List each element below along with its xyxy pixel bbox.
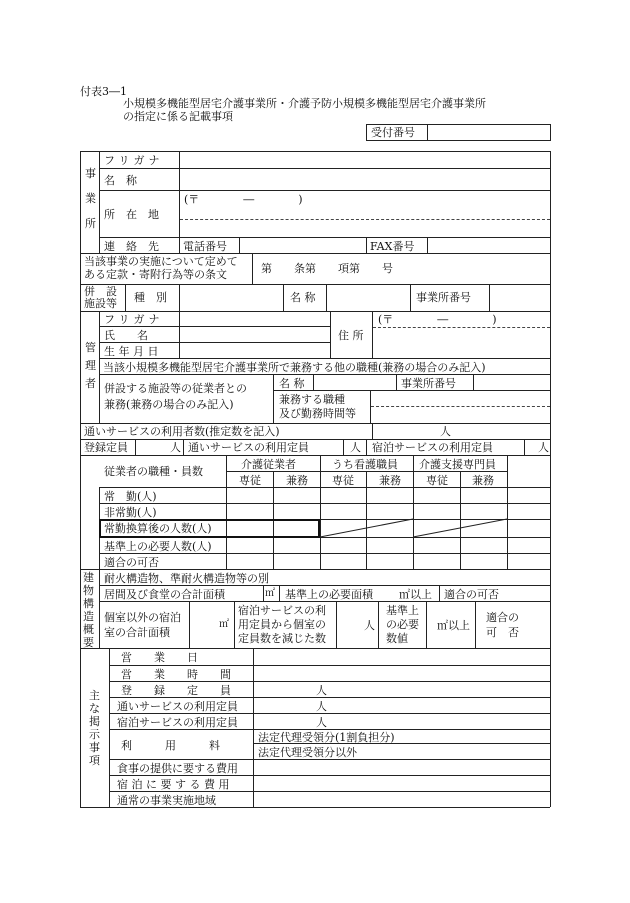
notices-section-char-4: 示 <box>89 728 100 741</box>
building-section-char-3: 構 <box>83 597 94 610</box>
building-required-area-label: 基準上の必要面積 <box>285 588 373 601</box>
form-title-line2: の指定に係る記載事項 <box>123 110 233 123</box>
office-fax-label: FAX番号 <box>370 240 415 253</box>
form-title-line1: 小規模多機能型居宅介護事業所・介護予防小規模多機能型居宅介護事業所 <box>123 97 486 110</box>
building-section-char-2: 物 <box>83 584 94 597</box>
office-section-char-1: 事 <box>85 167 96 180</box>
facility-label-line1: 併 設 <box>84 285 117 298</box>
building-minus-label-line2: 用定員から個室の <box>238 618 326 631</box>
staff-sub-4: 兼務 <box>379 474 401 487</box>
notices-business-days-field[interactable] <box>254 649 550 665</box>
notices-meal-field[interactable] <box>254 760 550 775</box>
manager-concurrent-duty-label: 当該小規模多機能型居宅介護事業所で兼務する他の職種(兼務の場合のみ記入) <box>103 361 486 374</box>
office-section-char-3: 所 <box>85 217 96 230</box>
building-section-char-1: 建 <box>83 571 94 584</box>
manager-section-char-3: 者 <box>85 377 96 390</box>
notices-section-char-2: な <box>89 702 100 715</box>
notices-registered-label: 登 録 定 員 <box>121 684 231 697</box>
office-section-char-2: 業 <box>85 192 96 205</box>
manager-name-label: 氏 名 <box>104 329 148 342</box>
articles-label-line2: ある定款・寄附行為等の条文 <box>84 268 227 281</box>
articles-label-line1: 当該事業の実施について定めて <box>84 255 238 268</box>
notices-area-label: 通常の事業実施地域 <box>117 794 216 807</box>
manager-duty-label-line2: 及び勤務時間等 <box>279 407 356 420</box>
manager-section-char-2: 理 <box>85 359 96 372</box>
notices-stay-label: 宿泊サービスの利用定員 <box>117 716 238 729</box>
building-section-char-6: 要 <box>83 636 94 649</box>
staff-col-care-workers: 介護従業者 <box>241 458 296 471</box>
notices-lodging-field[interactable] <box>254 776 550 791</box>
building-std-label-line1: 基準上 <box>386 604 419 617</box>
notices-section-char-1: 主 <box>89 689 100 702</box>
users-count-label: 通いサービスの利用者数(推定数を記入) <box>84 425 280 438</box>
users-count-unit: 人 <box>440 425 451 438</box>
notices-stay-unit: 人 <box>316 716 327 729</box>
building-section-char-5: 概 <box>83 623 94 636</box>
staff-sub-2: 兼務 <box>286 474 308 487</box>
building-minus-unit: 人 <box>364 619 375 632</box>
staff-row-parttime: 非常勤(人) <box>104 506 157 519</box>
notices-section-char-6: 項 <box>89 754 100 767</box>
manager-other-office-no-label: 事業所番号 <box>401 377 456 390</box>
building-std-unit: ㎡以上 <box>437 619 470 632</box>
manager-other-name-label: 名 称 <box>279 377 305 390</box>
manager-address-label: 住 所 <box>338 329 364 342</box>
staff-row-fulltime: 常 勤(人) <box>104 490 157 503</box>
building-ok-label-line1: 適合の <box>486 611 519 624</box>
capacity-registered-unit: 人 <box>170 441 181 454</box>
notices-lodging-label: 宿 泊 に 要 す る 費 用 <box>117 778 230 791</box>
facility-office-no-label: 事業所番号 <box>416 291 471 304</box>
office-name-label: 名 称 <box>104 174 137 187</box>
staff-sub-1: 専従 <box>239 474 261 487</box>
building-private-label-line1: 個室以外の宿泊 <box>104 611 181 624</box>
staff-sub-3: 専従 <box>332 474 354 487</box>
notices-fee-option-2: 法定代理受領分以外 <box>258 746 357 759</box>
capacity-commute-label: 通いサービスの利用定員 <box>188 441 309 454</box>
building-sqm-or-more: ㎡以上 <box>399 588 432 601</box>
building-std-label-line2: の必要 <box>386 618 419 631</box>
building-private-label-line2: 室の合計面積 <box>104 626 170 639</box>
building-section-char-4: 造 <box>83 610 94 623</box>
office-postal-code[interactable]: (〒 ― ) <box>184 193 303 206</box>
receipt-number-label: 受付番号 <box>371 126 415 139</box>
notices-commute-unit: 人 <box>316 700 327 713</box>
office-contact-label: 連 絡 先 <box>104 240 159 253</box>
manager-other-label-line2: 兼務(兼務の場合のみ記入) <box>104 398 234 411</box>
building-private-unit: ㎡ <box>219 619 229 630</box>
manager-furigana-label: フリガナ <box>104 313 164 326</box>
form-id: 付表3―1 <box>80 85 127 98</box>
notices-registered-unit: 人 <box>316 684 327 697</box>
manager-other-label-line1: 併設する施設等の従業者との <box>104 382 247 395</box>
facility-label-line2: 施設等 <box>84 297 117 310</box>
staff-row-suitability: 適合の可否 <box>104 556 159 569</box>
notices-business-days-label: 営 業 日 <box>121 651 198 664</box>
facility-type-label: 種 別 <box>134 291 167 304</box>
notices-fee-option-1: 法定代理受領分(1割負担分) <box>258 731 395 744</box>
capacity-commute-unit: 人 <box>350 441 361 454</box>
staff-sub-5: 専従 <box>426 474 448 487</box>
building-fireproof-label: 耐火構造物、準耐火構造物等の別 <box>104 572 269 585</box>
capacity-stay-label: 宿泊サービスの利用定員 <box>372 441 493 454</box>
capacity-stay-unit: 人 <box>538 441 549 454</box>
staff-col-care-managers: 介護支援専門員 <box>419 458 496 471</box>
building-minus-label-line3: 定員数を減じた数 <box>238 632 326 645</box>
manager-section-char-1: 管 <box>85 341 96 354</box>
facility-name-label: 名 称 <box>290 291 316 304</box>
notices-fee-label: 利 用 料 <box>121 739 220 752</box>
staff-header: 従業者の職種・員数 <box>104 465 203 478</box>
office-tel-label: 電話番号 <box>183 240 227 253</box>
notices-commute-label: 通いサービスの利用定員 <box>117 700 238 713</box>
staff-sub-6: 兼務 <box>472 474 494 487</box>
building-minus-label-line1: 宿泊サービスの利 <box>238 604 326 617</box>
office-address-label: 所 在 地 <box>104 208 159 221</box>
staff-row-required: 基準上の必要人数(人) <box>104 540 212 553</box>
capacity-registered-label: 登録定員 <box>84 441 128 454</box>
building-living-area-label: 居間及び食堂の合計面積 <box>104 588 225 601</box>
manager-dob-label: 生 年 月 日 <box>104 345 159 358</box>
notices-area-field[interactable] <box>254 792 550 807</box>
building-ok-label-line2: 可 否 <box>486 626 519 639</box>
notices-section-char-3: 掲 <box>89 715 100 728</box>
notices-business-hours-label: 営 業 時 間 <box>121 668 231 681</box>
articles-value[interactable]: 第 条第 項第 号 <box>261 262 393 275</box>
building-living-area-unit: ㎡ <box>265 588 275 599</box>
staff-row-converted: 常勤換算後の人数(人) <box>104 522 212 535</box>
building-std-label-line3: 数値 <box>386 632 408 645</box>
notices-business-hours-field[interactable] <box>254 666 550 681</box>
staff-col-nurses: うち看護職員 <box>332 458 398 471</box>
office-furigana-label: フリガナ <box>104 154 164 167</box>
manager-duty-label-line1: 兼務する職種 <box>279 393 345 406</box>
manager-postal-code[interactable]: (〒 ― ) <box>378 313 497 326</box>
building-suitability-label: 適合の可否 <box>444 588 499 601</box>
notices-section-char-5: 事 <box>89 741 100 754</box>
notices-meal-label: 食事の提供に要する費用 <box>117 762 238 775</box>
